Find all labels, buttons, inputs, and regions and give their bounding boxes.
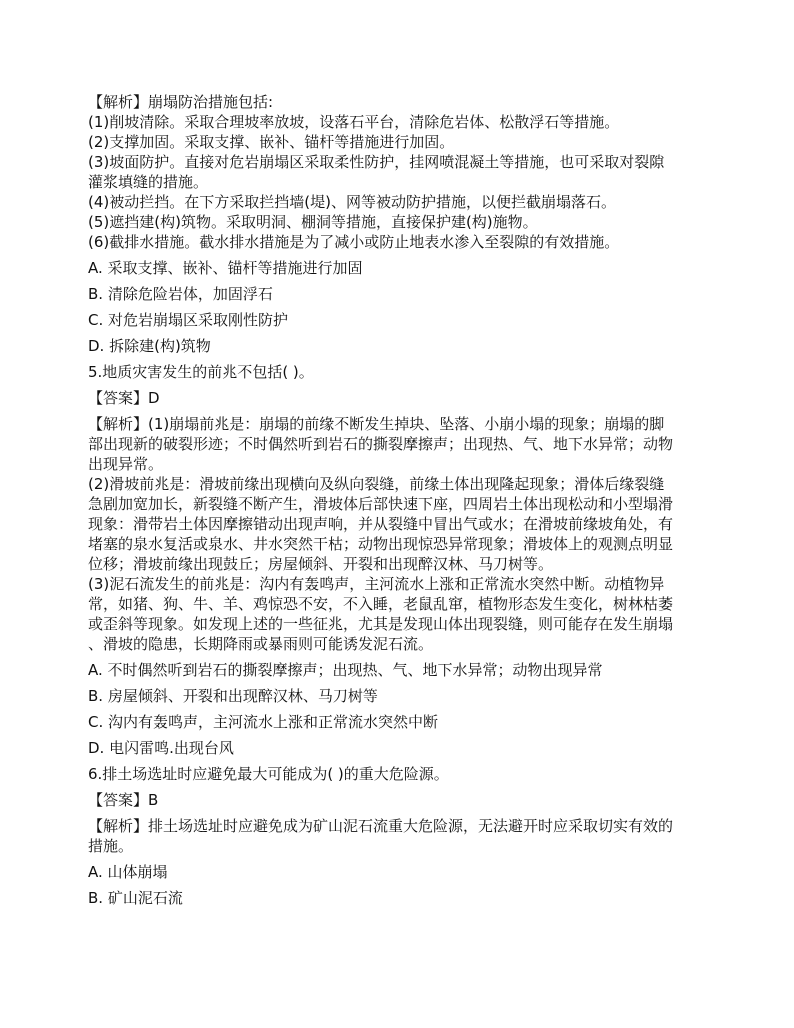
analysis-line: 、滑坡的隐患，长期降雨或暴雨则可能诱发泥石流。 xyxy=(88,635,434,653)
analysis-line: (6)截排水措施。截水排水措施是为了减小或防止地表水渗入至裂隙的有效措施。 xyxy=(88,233,620,251)
analysis-line: 常，如猪、狗、牛、羊、鸡惊恐不安，不入睡，老鼠乱窜，植物形态发生变化，树林枯萎 xyxy=(88,595,674,613)
analysis-line: 或歪斜等现象。如发现上述的一些征兆，尤其是发现山体出现裂缝，则可能存在发生崩塌 xyxy=(88,615,674,633)
option-b: B. 矿山泥石流 xyxy=(88,889,183,907)
analysis-line: 【解析】(1)崩塌前兆是：崩塌的前缘不断发生掉块、坠落、小崩小塌的现象；崩塌的脚 xyxy=(88,415,665,433)
option-b: B. 房屋倾斜、开裂和出现醉汉林、马刀树等 xyxy=(88,687,378,705)
option-a: A. 山体崩塌 xyxy=(88,863,168,881)
option-b: B. 清除危险岩体，加固浮石 xyxy=(88,285,273,303)
option-c: C. 对危岩崩塌区采取刚性防护 xyxy=(88,311,289,329)
analysis-line: (3)泥石流发生的前兆是：沟内有轰鸣声，主河流水上涨和正常流水突然中断。动植物异 xyxy=(88,575,665,593)
answer-5: 【答案】D xyxy=(88,389,160,407)
analysis-line: 堵塞的泉水复活或泉水、井水突然干枯；动物出现惊恐异常现象；滑坡体上的观测点明显 xyxy=(88,535,674,553)
analysis-line: (3)坡面防护。直接对危岩崩塌区采取柔性防护，挂网喷混凝土等措施，也可采取对裂隙 xyxy=(88,153,665,171)
question-6: 6.排土场选址时应避免最大可能成为( )的重大危险源。 xyxy=(88,765,449,783)
analysis-line: (4)被动拦挡。在下方采取拦挡墙(堤)、网等被动防护措施，以便拦截崩塌落石。 xyxy=(88,193,616,211)
analysis-block-dump-site xyxy=(88,816,704,856)
option-a: A. 采取支撑、嵌补、锚杆等措施进行加固 xyxy=(88,259,363,277)
option-d: D. 电闪雷鸣.出现台风 xyxy=(88,739,234,757)
analysis-line: 【解析】排土场选址时应避免成为矿山泥石流重大危险源，无法避开时应采取切实有效的 xyxy=(88,817,674,835)
answer-6: 【答案】B xyxy=(88,791,159,809)
option-d: D. 拆除建(构)筑物 xyxy=(88,337,211,355)
analysis-line: (5)遮挡建(构)筑物。采取明洞、棚洞等措施，直接保护建(构)施物。 xyxy=(88,213,538,231)
analysis-line: (2)滑坡前兆是：滑坡前缘出现横向及纵向裂缝，前缘土体出现隆起现象；滑体后缘裂缝 xyxy=(88,475,665,493)
analysis-line: 灌浆填缝的措施。 xyxy=(88,173,209,191)
analysis-line: (2)支撑加固。采取支撑、嵌补、锚杆等措施进行加固。 xyxy=(88,133,455,151)
analysis-line: 现象：滑带岩土体因摩擦错动出现声响，并从裂缝中冒出气或水；在滑坡前缘坡角处，有 xyxy=(88,515,674,533)
question-5: 5.地质灾害发生的前兆不包括( )。 xyxy=(88,363,314,381)
analysis-line: 出现异常。 xyxy=(88,455,164,473)
analysis-line: 措施。 xyxy=(88,837,134,855)
analysis-line: 【解析】崩塌防治措施包括: xyxy=(88,93,274,111)
analysis-block-collapse-measures xyxy=(88,92,704,252)
analysis-block-precursors xyxy=(88,414,704,654)
analysis-line: (1)削坡清除。采取合理坡率放坡，设落石平台，清除危岩体、松散浮石等措施。 xyxy=(88,113,620,131)
analysis-line: 急剧加宽加长，新裂缝不断产生，滑坡体后部快速下座，四周岩土体出现松动和小型塌滑 xyxy=(88,495,674,513)
option-a: A. 不时偶然听到岩石的撕裂摩擦声；出现热、气、地下水异常；动物出现异常 xyxy=(88,661,603,679)
analysis-line: 位移；滑坡前缘出现鼓丘；房屋倾斜、开裂和出现醉汉林、马刀树等。 xyxy=(88,555,554,573)
analysis-line: 部出现新的破裂形迹；不时偶然听到岩石的撕裂摩擦声；出现热、气、地下水异常；动物 xyxy=(88,435,674,453)
option-c: C. 沟内有轰鸣声，主河流水上涨和正常流水突然中断 xyxy=(88,713,439,731)
